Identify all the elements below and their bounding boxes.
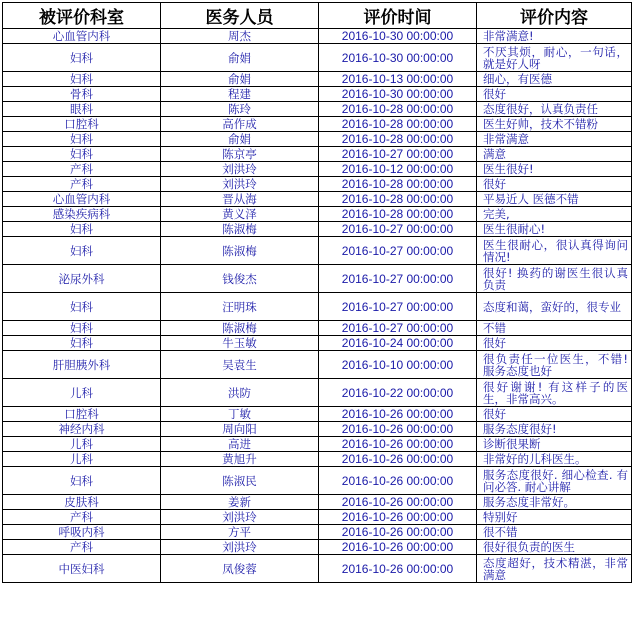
cell-staff: 陈淑梅 [161, 222, 319, 237]
cell-time: 2016-10-12 00:00:00 [319, 162, 477, 177]
cell-content: 非常满意 [477, 132, 632, 147]
cell-time: 2016-10-22 00:00:00 [319, 379, 477, 407]
table-row [3, 525, 632, 540]
cell-time: 2016-10-28 00:00:00 [319, 132, 477, 147]
cell-dept: 皮肤科 [3, 495, 161, 510]
cell-content: 细心，有医德 [477, 72, 632, 87]
table-row [3, 495, 632, 510]
cell-time: 2016-10-26 00:00:00 [319, 467, 477, 495]
cell-staff: 陈玲 [161, 102, 319, 117]
cell-content: 医生很耐心! [477, 222, 632, 237]
cell-content: 很负责任一位医生，不错! 服务态度也好 [477, 351, 632, 379]
cell-staff: 周向阳 [161, 422, 319, 437]
cell-staff: 洪防 [161, 379, 319, 407]
cell-content: 非常满意! [477, 29, 632, 44]
table-row [3, 29, 632, 44]
cell-dept: 产科 [3, 510, 161, 525]
cell-time: 2016-10-28 00:00:00 [319, 177, 477, 192]
table-row [3, 265, 632, 293]
cell-dept: 儿科 [3, 452, 161, 467]
table-row [3, 222, 632, 237]
cell-time: 2016-10-24 00:00:00 [319, 336, 477, 351]
cell-staff: 陈淑民 [161, 467, 319, 495]
cell-dept: 妇科 [3, 321, 161, 336]
cell-content: 不错 [477, 321, 632, 336]
cell-content: 很不错 [477, 525, 632, 540]
table-row [3, 379, 632, 407]
cell-content: 服务态度很好. 细心检查. 有问必答. 耐心讲解 [477, 467, 632, 495]
cell-staff: 俞娟 [161, 72, 319, 87]
cell-content: 医生很耐心，很认真得询问情况! [477, 237, 632, 265]
table-row [3, 467, 632, 495]
table-row [3, 422, 632, 437]
cell-dept: 妇科 [3, 132, 161, 147]
cell-time: 2016-10-27 00:00:00 [319, 321, 477, 336]
cell-dept: 妇科 [3, 147, 161, 162]
cell-dept: 神经内科 [3, 422, 161, 437]
table-row [3, 207, 632, 222]
cell-dept: 口腔科 [3, 407, 161, 422]
cell-staff: 丁敏 [161, 407, 319, 422]
cell-content: 非常好的儿科医生。 [477, 452, 632, 467]
cell-dept: 妇科 [3, 222, 161, 237]
table-body [3, 29, 632, 583]
header-content: 评价内容 [477, 3, 632, 29]
cell-staff: 刘洪玲 [161, 177, 319, 192]
cell-content: 医生好帅，技术不错粉 [477, 117, 632, 132]
table-row [3, 102, 632, 117]
cell-content: 满意 [477, 147, 632, 162]
table-row [3, 132, 632, 147]
cell-time: 2016-10-30 00:00:00 [319, 29, 477, 44]
cell-dept: 儿科 [3, 379, 161, 407]
table-row [3, 510, 632, 525]
table-row [3, 452, 632, 467]
cell-content: 医生很好! [477, 162, 632, 177]
cell-dept: 口腔科 [3, 117, 161, 132]
cell-staff: 牛玉敏 [161, 336, 319, 351]
table-row [3, 407, 632, 422]
cell-staff: 姜新 [161, 495, 319, 510]
cell-staff: 程建 [161, 87, 319, 102]
cell-content: 平易近人 医德不错 [477, 192, 632, 207]
cell-dept: 妇科 [3, 336, 161, 351]
cell-dept: 眼科 [3, 102, 161, 117]
cell-time: 2016-10-28 00:00:00 [319, 192, 477, 207]
cell-time: 2016-10-13 00:00:00 [319, 72, 477, 87]
table-row [3, 147, 632, 162]
header-row [3, 3, 632, 29]
cell-time: 2016-10-26 00:00:00 [319, 452, 477, 467]
cell-content: 很好 [477, 177, 632, 192]
cell-staff: 黄义泽 [161, 207, 319, 222]
header-dept: 被评价科室 [3, 3, 161, 29]
cell-content: 态度很好，认真负责任 [477, 102, 632, 117]
cell-dept: 产科 [3, 540, 161, 555]
cell-staff: 吴袁生 [161, 351, 319, 379]
cell-staff: 陈淑梅 [161, 321, 319, 336]
cell-content: 很好 [477, 87, 632, 102]
cell-time: 2016-10-26 00:00:00 [319, 437, 477, 452]
cell-dept: 产科 [3, 162, 161, 177]
table-row [3, 72, 632, 87]
cell-content: 很好! 换药的谢医生很认真负责 [477, 265, 632, 293]
cell-staff: 陈淑梅 [161, 237, 319, 265]
cell-dept: 妇科 [3, 293, 161, 321]
cell-dept: 骨科 [3, 87, 161, 102]
cell-time: 2016-10-26 00:00:00 [319, 540, 477, 555]
cell-content: 诊断很果断 [477, 437, 632, 452]
table-row [3, 321, 632, 336]
cell-dept: 呼吸内科 [3, 525, 161, 540]
cell-time: 2016-10-27 00:00:00 [319, 293, 477, 321]
cell-staff: 凤俊蓉 [161, 555, 319, 583]
evaluation-table [2, 2, 632, 583]
cell-staff: 方平 [161, 525, 319, 540]
table-row [3, 351, 632, 379]
table-row [3, 117, 632, 132]
cell-staff: 高作成 [161, 117, 319, 132]
cell-content: 很好 [477, 336, 632, 351]
cell-time: 2016-10-27 00:00:00 [319, 222, 477, 237]
table-row [3, 336, 632, 351]
cell-dept: 肝胆胰外科 [3, 351, 161, 379]
cell-dept: 感染疾病科 [3, 207, 161, 222]
table-row [3, 44, 632, 72]
cell-staff: 刘洪玲 [161, 510, 319, 525]
cell-time: 2016-10-26 00:00:00 [319, 495, 477, 510]
cell-content: 很好谢谢! 有这样子的医生，非常高兴。 [477, 379, 632, 407]
cell-content: 服务态度很好! [477, 422, 632, 437]
cell-content: 态度超好，技术精湛，非常满意 [477, 555, 632, 583]
cell-dept: 产科 [3, 177, 161, 192]
cell-content: 不厌其烦，耐心，一句话，就是好人呀 [477, 44, 632, 72]
cell-dept: 妇科 [3, 72, 161, 87]
cell-staff: 刘洪玲 [161, 162, 319, 177]
cell-dept: 妇科 [3, 44, 161, 72]
cell-staff: 刘洪玲 [161, 540, 319, 555]
table-row [3, 192, 632, 207]
table-row [3, 437, 632, 452]
cell-staff: 钱俊杰 [161, 265, 319, 293]
cell-staff: 晋从海 [161, 192, 319, 207]
table-row [3, 237, 632, 265]
cell-time: 2016-10-26 00:00:00 [319, 525, 477, 540]
cell-dept: 中医妇科 [3, 555, 161, 583]
cell-dept: 妇科 [3, 237, 161, 265]
table-row [3, 177, 632, 192]
table-row [3, 293, 632, 321]
cell-staff: 周杰 [161, 29, 319, 44]
cell-time: 2016-10-30 00:00:00 [319, 87, 477, 102]
table-row [3, 540, 632, 555]
cell-time: 2016-10-30 00:00:00 [319, 44, 477, 72]
cell-staff: 陈京亭 [161, 147, 319, 162]
cell-staff: 汪明珠 [161, 293, 319, 321]
cell-dept: 儿科 [3, 437, 161, 452]
table-row [3, 87, 632, 102]
cell-time: 2016-10-26 00:00:00 [319, 422, 477, 437]
cell-content: 完美, [477, 207, 632, 222]
cell-time: 2016-10-26 00:00:00 [319, 555, 477, 583]
table-row [3, 162, 632, 177]
cell-content: 很好很负责的医生 [477, 540, 632, 555]
cell-time: 2016-10-28 00:00:00 [319, 117, 477, 132]
cell-time: 2016-10-26 00:00:00 [319, 407, 477, 422]
cell-content: 很好 [477, 407, 632, 422]
cell-time: 2016-10-28 00:00:00 [319, 207, 477, 222]
cell-dept: 心血管内科 [3, 192, 161, 207]
cell-dept: 泌尿外科 [3, 265, 161, 293]
cell-content: 服务态度非常好。 [477, 495, 632, 510]
cell-content: 态度和蔼，蛮好的，很专业 [477, 293, 632, 321]
cell-content: 特别好 [477, 510, 632, 525]
cell-staff: 黄旭升 [161, 452, 319, 467]
cell-time: 2016-10-27 00:00:00 [319, 147, 477, 162]
cell-staff: 俞娟 [161, 132, 319, 147]
cell-time: 2016-10-26 00:00:00 [319, 510, 477, 525]
cell-time: 2016-10-27 00:00:00 [319, 237, 477, 265]
cell-time: 2016-10-10 00:00:00 [319, 351, 477, 379]
table-row [3, 555, 632, 583]
header-time: 评价时间 [319, 3, 477, 29]
header-staff: 医务人员 [161, 3, 319, 29]
cell-time: 2016-10-27 00:00:00 [319, 265, 477, 293]
cell-dept: 心血管内科 [3, 29, 161, 44]
cell-staff: 高进 [161, 437, 319, 452]
cell-time: 2016-10-28 00:00:00 [319, 102, 477, 117]
cell-dept: 妇科 [3, 467, 161, 495]
cell-staff: 俞娟 [161, 44, 319, 72]
